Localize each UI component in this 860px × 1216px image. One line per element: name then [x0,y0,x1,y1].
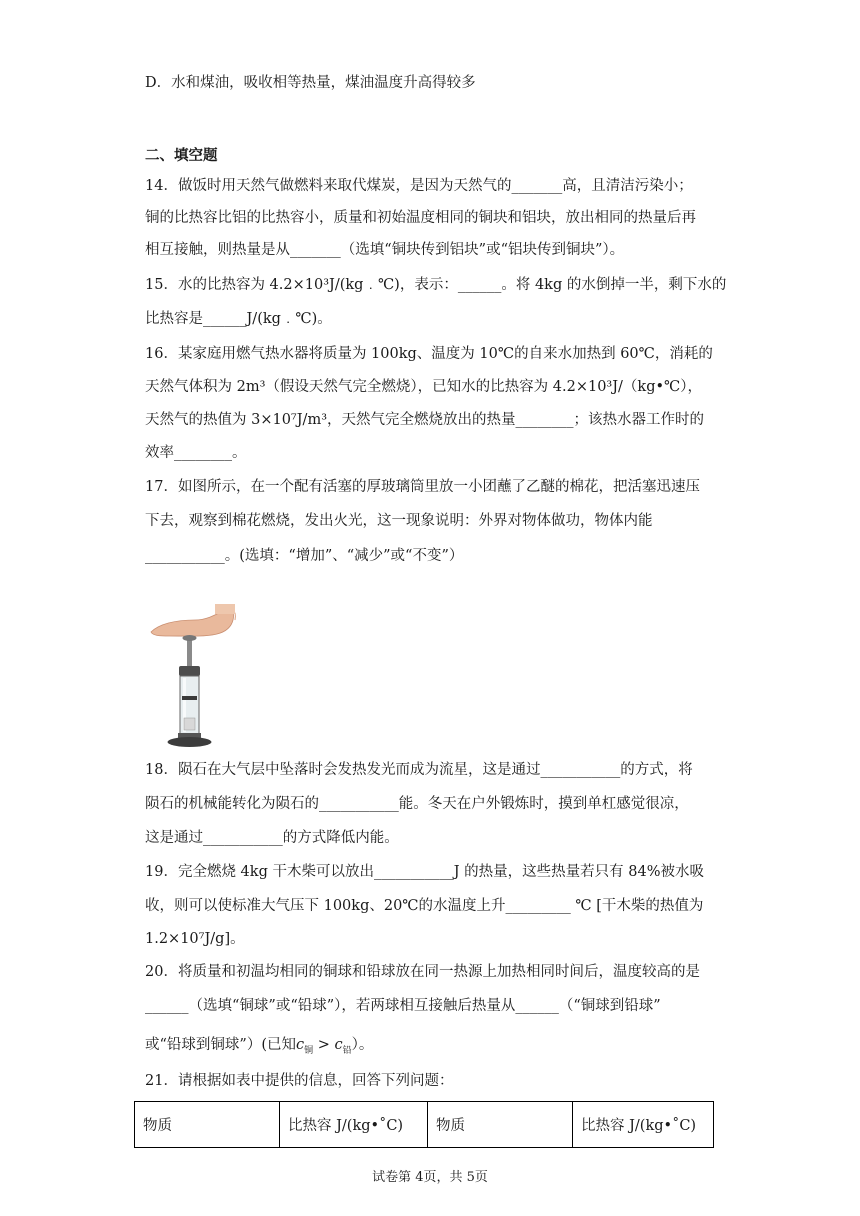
piston-glass-tube-figure [145,600,245,750]
q17-line-2: 下去，观察到棉花燃烧，发出火光，这一现象说明：外界对物体做功，物体内能 [145,513,653,529]
q17-line-1: 17．如图所示，在一个配有活塞的厚玻璃筒里放一小团蘸了乙醚的棉花，把活塞迅速压 [145,479,700,495]
formula-sub-cu: 铜 [304,1045,314,1056]
q21-line-1: 21．请根据如表中提供的信息，回答下列问题： [145,1073,454,1089]
q15-line-2: 比热容是______J/(kg﹒℃)。 [145,311,332,327]
formula-gt: > [313,1037,335,1053]
q16-line-2: 天然气体积为 2m³（假设天然气完全燃烧），已知水的比热容为 4.2×10³J/（kg•℃）， [145,379,703,395]
section-heading: 二、填空题 [145,147,218,164]
formula-c-pb: c [334,1037,343,1053]
piston-rod [187,638,192,668]
q16-line-1: 16．某家庭用燃气热水器将质量为 100kg、温度为 10℃的自来水加热到 60℃，消耗的 [145,346,713,362]
tube-collar [179,666,200,676]
q18-line-3: 这是通过___________的方式降低内能。 [145,830,399,846]
option-d: D．水和煤油，吸收相等热量，煤油温度升高得较多 [145,75,476,91]
hand-icon [151,604,235,636]
table-header-cell: 物质 [428,1102,573,1148]
q20-line-3 [145,1035,373,1061]
q20-line-3-text: 或“铅球到铜球”）(已知 [145,1037,296,1053]
piston-handle [183,635,197,641]
table-header-cell: 物质 [135,1102,280,1148]
formula-sub-pb: 铅 [342,1045,352,1056]
q20-line-1: 20．将质量和初温均相同的铜球和铅球放在同一热源上加热相同时间后，温度较高的是 [145,964,700,980]
q20-line-2: ______（选填“铜球”或“铅球”），若两球相互接触后热量从______（“铜球到铅球” [145,998,661,1014]
q16-line-4: 效率________。 [145,445,247,461]
q14-line-1: 14．做饭时用天然气做燃料来取代煤炭，是因为天然气的_______高，且清洁污染小； [145,178,693,194]
piston-head [182,696,197,700]
cotton-ball [184,718,195,730]
q18-line-1: 18．陨石在大气层中坠落时会发热发光而成为流星，这是通过___________的方式，将 [145,762,693,778]
q18-line-2: 陨石的机械能转化为陨石的___________能。冬天在户外锻炼时，摸到单杠感觉很凉， [145,796,689,812]
stand-base [168,737,212,747]
formula-c-cu: c [295,1037,305,1053]
q14-line-2: 铜的比热容比铝的比热容小，质量和初始温度相同的铜块和铝块，放出相同的热量后再 [145,210,696,226]
specific-heat-table [134,1101,714,1148]
q14-line-3: 相互接触，则热量是从_______（选填“铜块传到铝块”或“铝块传到铜块”）。 [145,242,625,258]
formula-tail: ）。 [351,1037,374,1053]
table-header-cell: 比热容 J/(kg•˚C) [573,1102,714,1148]
q17-line-3: ___________。(选填：“增加”、“减少”或“不变”） [145,548,464,564]
q19-line-3: 1.2×10⁷J/g]。 [145,931,245,947]
table-header-cell: 比热容 J/(kg•˚C) [280,1102,428,1148]
q15-line-1: 15．水的比热容为 4.2×10³J/(kg﹒℃)，表示：______。将 4kg 的水倒掉一半，剩下水的 [145,277,727,293]
page-footer: 试卷第 4页，共 5页 [372,1170,488,1185]
q19-line-1: 19．完全燃烧 4kg 干木柴可以放出___________J 的热量，这些热量若只有 84%被水吸 [145,864,704,880]
q16-line-3: 天然气的热值为 3×10⁷J/m³，天然气完全燃烧放出的热量________；该热水器工作时的 [145,412,705,428]
q19-line-2: 收，则可以使标准大气压下 100kg、20℃的水温度上升_________ ℃ [干木柴的热值为 [145,898,704,914]
table-header-row [135,1102,714,1148]
